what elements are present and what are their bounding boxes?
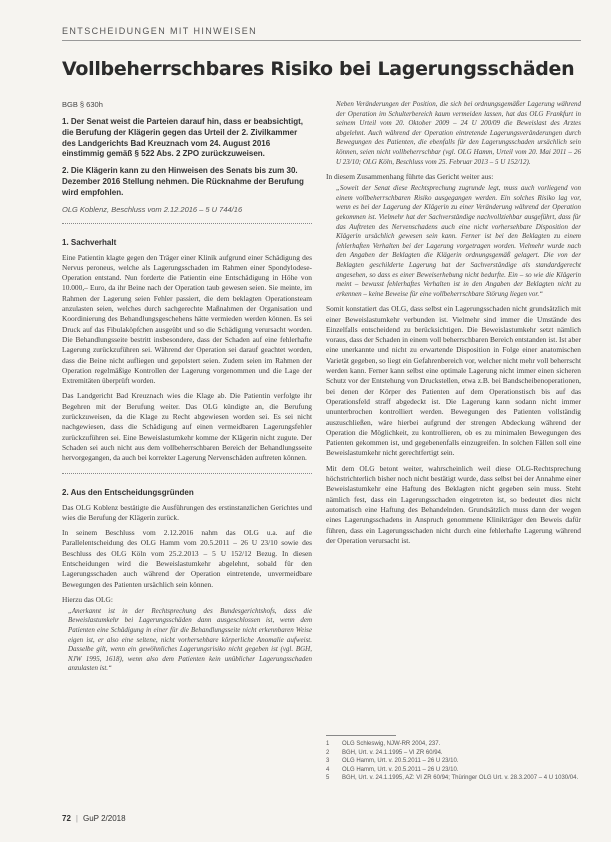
quote-intro: In diesem Zusammenhang führte das Gericht weiter aus: bbox=[326, 172, 494, 182]
block-quote: Neben Veränderungen der Position, die sich bei ordnungsgemäßer Lagerung während der Operation im Schulterbereich kaum vermeiden lassen, hat das OLG Frankfurt in seinem Urteil vom 20. Oktober 2009 – 24 U 200/09 die Beweislast des Arztes abgelehnt. Auch während der Operation eintretende Lagerungsveränderungen durch Bewegungen des Patienten, die ebenfalls für den Lagerungsschaden ursächlich sein können, seien nicht vollbeherrschbar (vgl. OLG Hamm, Urteil vom 20. Mai 2011 – 26 U 23/10; OLG Köln, Beschluss vom 25. Februar 2013 – 5 U 152/12). bbox=[336, 100, 581, 166]
statute-reference: BGB § 630h bbox=[62, 100, 103, 109]
footnote-number: 1 bbox=[326, 741, 330, 747]
footnote bbox=[326, 766, 581, 775]
footnote-text: BGH, Urt. v. 24.1.1995, AZ: VI ZR 60/94; Thüringer OLG Urt. v. 28.3.2007 – 4 U 1030/04. bbox=[342, 775, 579, 782]
footnote-text: BGH, Urt. v. 24.1.1995 – VI ZR 60/94. bbox=[342, 749, 443, 756]
footnote-number: 4 bbox=[326, 766, 330, 773]
section-2-heading: 2. Aus den Entscheidungsgründen bbox=[62, 487, 194, 497]
footnote-text: OLG Hamm, Urt. v. 20.5.2011 – 26 U 23/10. bbox=[342, 766, 459, 773]
footnote bbox=[326, 749, 581, 758]
section-1-paragraph: Eine Patientin klagte gegen den Träger einer Klinik aufgrund einer Schädigung des Nervus peroneus, welche als Lagerungsschaden im Rahmen einer Spondylodese-Operation entstand. Nun forderte die Patientin eine Entschädigung in Höhe von 10.000,– Euro, da ihr Beine nach der Operation taub gewesen seien. Sie meinte, im Rahmen der Lagerung seien Fehler passiert, die dem beklagten Operationsteam anzulasten seien, welches durch sachgerechte Maßnahmen der Organisation und Koordinierung des Behandlungsgeschehens hätte vermieden werden können. Es sei Druck auf das Fibulaköpfchen ausgeübt und so die Schädigung verursacht worden. Die Behandlungsseite bestritt insbesondere, dass der Schaden auf eine fehlerhafte Lagerung zurückzuführen sei. Während der Operation sei darauf geachtet worden, dass die Beine nicht aufliegen und gepolstert seien. Zudem seien im Rahmen der Operation regelmäßige Kontrollen der Lagerung vorgenommen und die Lage der Extremitäten überprüft worden. bbox=[62, 252, 312, 386]
journal-issue: GuP 2/2018 bbox=[82, 814, 126, 823]
body-paragraph: Mit dem OLG betont weiter, wahrscheinlich weil diese OLG-Rechtsprechung höchstrichterlich bisher noch nicht bestätigt wurde, dass selbst bei der Annahme einer Beweislastumkehr eine Haftung des Beklagten nicht gegeben sein muss. Steht nämlich fest, dass ein Lagerungsschaden eingetreten ist, so bedeutet dies nicht automatisch eine Haftung des Behandelnden. Grundsätzlich muss dann der wegen eines Lagerungsschadens in Anspruch genommene Klinikträger den Beweis dafür führen, dass ein Lagerungsschaden nicht durch eine fehlerhafte Lagerung während der Operation verursacht ist. bbox=[326, 463, 581, 545]
court-reference: OLG Koblenz, Beschluss vom 2.12.2016 – 5 U 744/16 bbox=[62, 204, 243, 214]
section-1-paragraph: Das Landgericht Bad Kreuznach wies die Klage ab. Die Patientin verfolgte ihr Begehren mit der Berufung weiter. Das OLG kündigte an, die Berufung zurückzuweisen, da die Klage zu Recht abgewiesen worden sei. Es sei nicht nachgewiesen, dass die Schädigung auf einen vermeidbaren Lagerungsfehler zurückzuführen sei. Eine Beweislastumkehr komme der Klägerin nicht zugute. Der Schaden sei auch nicht aus dem vollbeherrschbaren Bereich der Behandlungsseite hervorgegangen, da auch bei korrekter Lagerung Nervenschäden auftreten können. bbox=[62, 391, 312, 463]
page-footer bbox=[62, 814, 126, 823]
divider bbox=[62, 223, 312, 224]
footnote bbox=[326, 774, 581, 783]
block-quote: „Soweit der Senat diese Rechtsprechung zugrunde legt, muss auch vorliegend von einem vollbeherrschbaren Risiko ausgegangen werden. Ein solches Risiko lag vor, wenn es bei der Lagerung der Klägerin zu einer Veränderung während der Operation gekommen ist. Vielmehr hat der Sachverständige nachvollziehbar ausgeführt, dass für das Auftreten des Nervenschadens auch eine nicht vorhersehbare Disposition der Klägerin ursächlich gewesen sein kann. Ferner ist bei den Beklagten zu einem fehlerhaften Verhalten bei der Lagerung vorgetragen worden. Vielmehr wurde nach den Angaben der Beklagten die Klägerin ordnungsgemäß gelagert. Die von der Beklagten geschilderte Lagerung hat der Sachverständige als standardgerecht angesehen, so dass es einer Beweiserhebung nicht bedurfte. Ein – so wie die Klägerin meint – bewusst fehlerhaftes Verhalten ist in den Angaben der Beklagten nicht zu erkennen – keine Beweise für eine vollbeherrschbare Störung liegen vor.“ bbox=[336, 184, 581, 298]
left-column bbox=[62, 100, 312, 679]
footnote bbox=[326, 740, 581, 749]
right-column bbox=[326, 100, 581, 551]
footnote-text: OLG Schleswig, NJW-RR 2004, 237. bbox=[342, 741, 441, 747]
footnote-number: 3 bbox=[326, 758, 330, 765]
section-2-paragraph: In seinem Beschluss vom 2.12.2016 nahm das OLG u.a. auf die Parallelentscheidung des OLG Hamm vom 20.5.2011 – 26 U 23/10 sowie des Beschluss des OLG Köln vom 25.2.2013 – 5 U 152/12 Bezug. In diesen Entscheidungen wird die Beweislastumkehr abgelehnt, sobald für den Lagerungsschaden auch während der Operation eintretende, unvermeidbare Bewegungen des Patienten ursächlich sein können. bbox=[62, 528, 312, 589]
block-quote: „Anerkannt ist in der Rechtsprechung des Bundesgerichtshofs, dass die Beweislastumkehr bei Lagerungsschäden dann ausgeschlossen ist, wenn dem Patienten eine Schädigung in einer für die Behandlungsseite nicht erkennbaren Weise eigen ist, er also eine seltene, nicht vorhersehbare körperliche Anomalie aufweist. Dasselbe gilt, wenn ein gewöhnliches Lagerungsrisiko nicht gegeben ist (vgl. BGH, NJW 1995, 1618), wenn also dem Patienten kein unüblicher Lagerungsschaden anzulasten ist.“ bbox=[68, 606, 312, 673]
body-paragraph: Somit konstatiert das OLG, dass selbst ein Lagerungsschaden nicht grundsätzlich mit einer Beweislastumkehr verbunden ist. Vielmehr sind immer die Umstände des Einzelfalls entscheidend zu berücksichtigen. Die Beweislastumkehr setzt nämlich voraus, dass der Schaden in einem voll beherrschbaren Bereich entstanden ist. Ist aber eine unerkannte und nicht zu erwartende Disposition in Folge einer anatomischen Varietät gegeben, so liegt ein Gefahrenbereich vor, welcher nicht mehr voll beherrscht werden kann. Ferner kann selbst eine optimale Lagerung nicht immer einen sicheren Schutz vor der Entstehung von Druckstellen, etwa z.B. bei Bandscheibenoperationen, bei denen der Körper des Patienten auf dem Operationstisch bis auf das Operationsfeld straff abgedeckt ist. Die Lagerung kann sodann nicht immer ununterbrochen kontrolliert werden. Bewegungen des Patienten vollständig auszuschließen, wäre hierbei aufgrund der strengen Abdeckung während der Operation die Möglichkeit, zu kontrollieren, ob es zu minimalen Bewegungen des Patienten gekommen ist, und gegebenenfalls einzugreifen. In solchen Fällen soll eine Beweislastumkehr nicht gerechtfertigt sein. bbox=[326, 304, 581, 458]
divider bbox=[62, 473, 312, 474]
footnote bbox=[326, 757, 581, 766]
footnote-number: 2 bbox=[326, 749, 330, 756]
section-label: ENTSCHEIDUNGEN MIT HINWEISEN bbox=[62, 26, 258, 36]
footnote-text: OLG Hamm, Urt. v. 20.5.2011 – 26 U 23/10. bbox=[342, 758, 459, 765]
footer-separator: | bbox=[75, 814, 78, 823]
page-number: 72 bbox=[62, 814, 71, 823]
leitsatz-2: 2. Die Klägerin kann zu den Hinweisen des Senats bis zum 30. Dezember 2016 Stellung nehmen. Die Rücknahme der Berufung wird empfohlen. bbox=[62, 166, 304, 197]
header-rule bbox=[62, 40, 581, 41]
footnotes bbox=[326, 740, 581, 783]
leitsatz-1: 1. Der Senat weist die Parteien darauf hin, dass er beabsichtigt, die Berufung der Klägerin gegen das Urteil der 2. Zivilkammer des Landgerichts Bad Kreuznach vom 24. August 2016 einstimmig gemäß § 522 Abs. 2 ZPO zurückzuweisen. bbox=[62, 117, 303, 159]
footnote-number: 5 bbox=[326, 775, 330, 782]
quote-intro: Hierzu das OLG: bbox=[62, 594, 113, 604]
footnote-rule bbox=[326, 735, 396, 736]
article-title: Vollbeherrschbares Risiko bei Lagerungsschäden bbox=[62, 58, 575, 80]
section-2-paragraph: Das OLG Koblenz bestätigte die Ausführungen des erstinstanzlichen Gerichtes und wies die Berufung der Klägerin zurück. bbox=[62, 502, 312, 522]
section-1-heading: 1. Sachverhalt bbox=[62, 237, 117, 247]
